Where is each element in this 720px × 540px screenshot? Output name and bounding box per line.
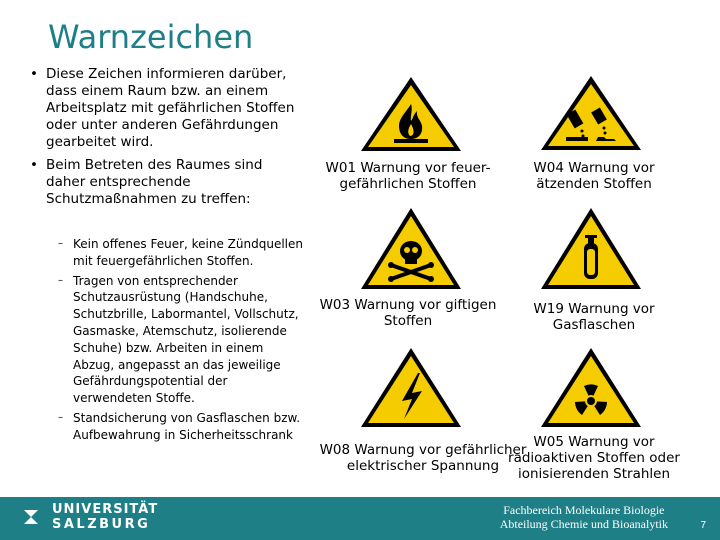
flammable-sign-icon <box>358 74 464 154</box>
department-info <box>500 503 668 531</box>
university-name-line1: UNIVERSITÄT <box>52 502 159 517</box>
sub-bullet-item: – Kein offenes Feuer, keine Zündquellen mit feuergefährlichen Stoffen. <box>58 236 308 270</box>
toxic-sign-icon <box>358 205 464 293</box>
sign-caption-w08: W08 Warnung vor gefährlicher elektrischer Spannung <box>319 442 527 474</box>
corrosive-sign-icon <box>538 73 644 153</box>
sign-caption-w01: W01 Warnung vor feuer-gefährlichen Stoffen <box>325 160 491 192</box>
university-logo <box>52 502 158 532</box>
university-name-line2: SALZBURG <box>52 517 151 532</box>
page-number: 7 <box>700 520 706 531</box>
department-line2: Abteilung Chemie und Bioanalytik <box>499 517 668 531</box>
sign-caption-w03: W03 Warnung vor giftigen Stoffen <box>319 297 497 329</box>
bullet-item: • Diese Zeichen informieren darüber, dass einem Raum bzw. an einem Arbeitsplatz mit gefährlichen Stoffen oder unter anderen Gefährdungen gearbeitet wird. <box>30 66 300 151</box>
bullet-list <box>30 66 300 214</box>
sign-caption-w05: W05 Warnung vor radioaktiven Stoffen oder ionisierenden Strahlen <box>508 434 680 482</box>
department-line1: Fachbereich Molekulare Biologie <box>503 503 665 517</box>
gas-cylinder-sign-icon <box>538 205 644 293</box>
sub-bullet-item: – Standsicherung von Gasflaschen bzw. Aufbewahrung in Sicherheitsschrank <box>58 410 308 444</box>
sub-bullet-item: – Tragen von entsprechender Schutzausrüstung (Handschuhe, Schutzbrille, Labormantel, Vollschutz, Gasmaske, Atemschutz, isolierende Schuhe) bzw. Arbeiten in einem Abzug, angepasst an das jeweilige Gefährdungspotential der verwendeten Stoffe. <box>58 273 308 407</box>
sign-caption-w19: W19 Warnung vor Gasflaschen <box>533 301 655 333</box>
university-logo-icon <box>22 508 40 526</box>
radioactive-sign-icon <box>538 345 644 431</box>
sign-caption-w04: W04 Warnung vor ätzenden Stoffen <box>533 160 655 192</box>
sub-bullet-list <box>58 236 308 447</box>
high-voltage-sign-icon <box>358 345 464 431</box>
slide-title: Warnzeichen <box>48 18 254 56</box>
bullet-item: • Beim Betreten des Raumes sind daher entsprechende Schutzmaßnahmen zu treffen: <box>30 157 300 208</box>
